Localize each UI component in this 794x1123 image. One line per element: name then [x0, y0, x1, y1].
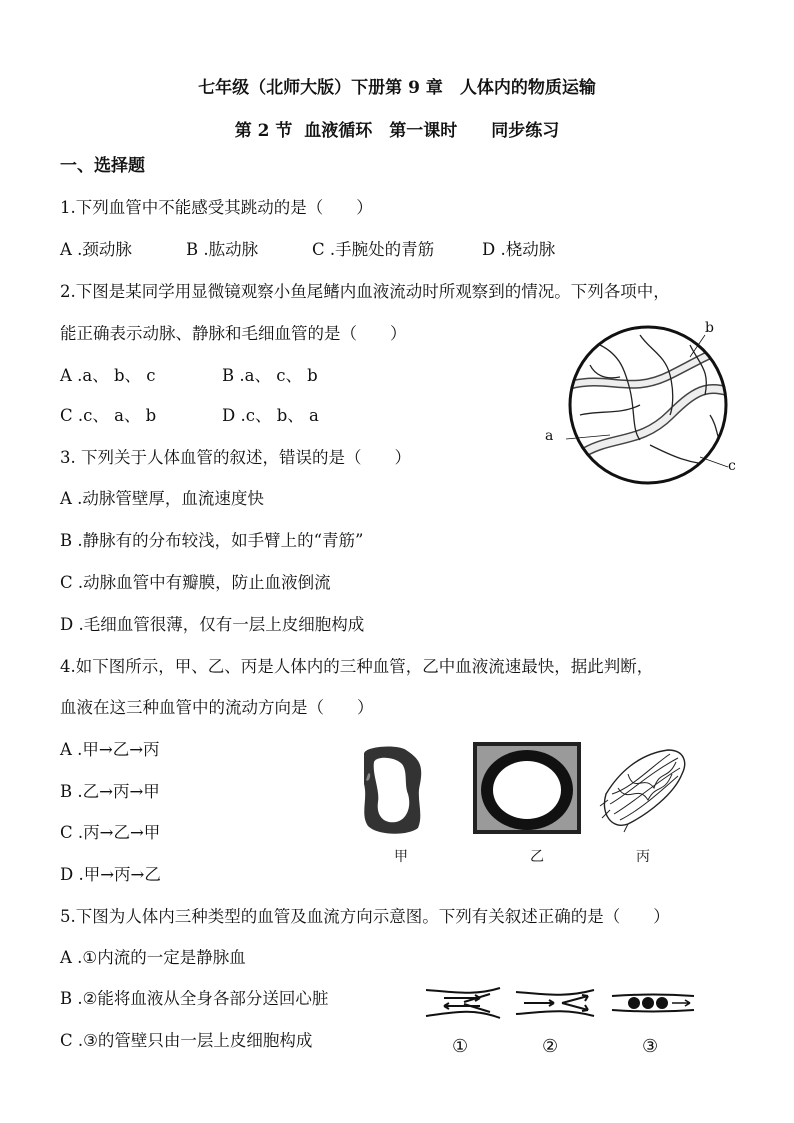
vessel-diagram-label-2: ② [542, 1036, 559, 1057]
figure-label-b: b [705, 320, 714, 336]
q3-option-a: A .动脉管壁厚，血流速度快 [60, 489, 264, 508]
vessel-diagram-3 [610, 988, 696, 1018]
q5-stem: 5.下图为人体内三种类型的血管及血流方向示意图。下列有关叙述正确的是（ ） [60, 907, 670, 926]
vessel-diagram-2 [514, 986, 596, 1020]
vessel-label-jia: 甲 [394, 849, 408, 865]
q4-option-a: A .甲→乙→丙 [60, 740, 160, 759]
q4-option-d: D .甲→丙→乙 [60, 865, 161, 884]
vessel-jia-figure [358, 744, 430, 836]
q1-option-d: D .桡动脉 [482, 240, 556, 259]
q4-stem-line1: 4.如下图所示，甲、乙、丙是人体内的三种血管，乙中血液流速最快，据此判断， [60, 657, 654, 676]
vessel-diagram-1 [424, 986, 502, 1020]
q5-option-a: A .①内流的一定是静脉血 [60, 948, 246, 967]
document-subtitle: 第 2 节 血液循环 第一课时 同步练习 [234, 121, 560, 141]
q2-option-c: C .c、 a、 b [60, 406, 157, 425]
vessel-yi-figure [473, 742, 581, 834]
figure-label-a: a [545, 428, 554, 444]
q1-stem: 1.下列血管中不能感受其跳动的是（ ） [60, 198, 373, 217]
vessel-bing-figure [598, 744, 690, 832]
q2-stem-line1: 2.下图是某同学用显微镜观察小鱼尾鳍内血液流动时所观察到的情况。下列各项中， [60, 282, 670, 301]
q2-option-a: A .a、 b、 c [60, 366, 156, 385]
q1-option-a: A .颈动脉 [60, 240, 132, 259]
q4-option-c: C .丙→乙→甲 [60, 823, 161, 842]
q1-option-c: C .手腕处的青筋 [312, 240, 435, 259]
q2-stem-line2: 能正确表示动脉、静脉和毛细血管的是（ ） [60, 324, 407, 343]
q2-option-b: B .a、 c、 b [222, 366, 318, 385]
q3-option-b: B .静脉有的分布较浅，如手臂上的“青筋” [60, 531, 364, 550]
q5-option-b: B .②能将血液从全身各部分送回心脏 [60, 989, 329, 1008]
q1-option-b: B .肱动脉 [186, 240, 259, 259]
document-title: 七年级（北师大版）下册第 9 章 人体内的物质运输 [198, 78, 596, 98]
q3-option-d: D .毛细血管很薄，仅有一层上皮细胞构成 [60, 615, 365, 634]
label-c-leader [700, 457, 728, 467]
q3-option-c: C .动脉血管中有瓣膜，防止血液倒流 [60, 573, 331, 592]
q4-stem-line2: 血液在这三种血管中的流动方向是（ ） [60, 698, 374, 717]
fish-tail-microscope-figure [540, 315, 750, 485]
vessel-label-yi: 乙 [530, 849, 544, 865]
figure-label-c: c [728, 458, 736, 474]
q3-stem: 3. 下列关于人体血管的叙述，错误的是（ ） [60, 448, 411, 467]
vessel-diagram-label-1: ① [452, 1036, 469, 1057]
vessel-label-bing: 丙 [636, 849, 650, 865]
section-heading: 一、选择题 [60, 156, 145, 176]
q2-option-d: D .c、 b、 a [222, 406, 319, 425]
vessel-diagram-label-3: ③ [642, 1036, 659, 1057]
q5-option-c: C .③的管壁只由一层上皮细胞构成 [60, 1031, 313, 1050]
q4-option-b: B .乙→丙→甲 [60, 782, 160, 801]
